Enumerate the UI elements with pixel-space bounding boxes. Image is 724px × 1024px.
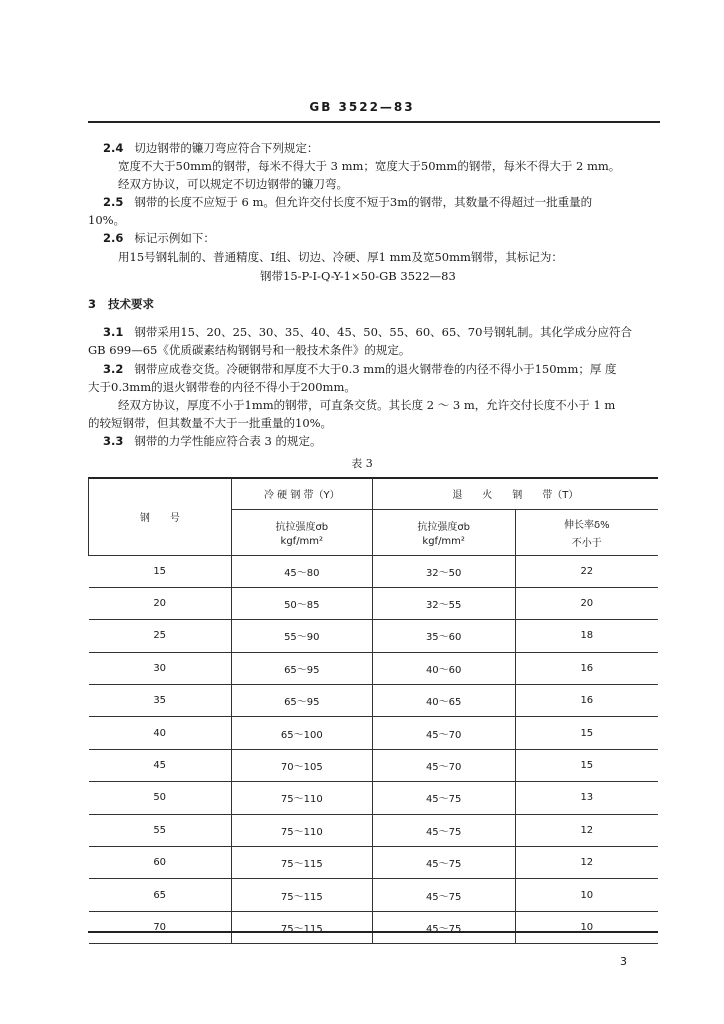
cell-elongation: 10: [515, 879, 658, 911]
clause-3-2-line1: [103, 361, 617, 377]
table-row: [89, 879, 659, 911]
subheader-annealed-tensile: [372, 509, 515, 555]
cell-grade: 35: [89, 685, 232, 717]
header-rule: [88, 121, 660, 123]
cell-grade: 65: [89, 879, 232, 911]
clause-3-3-line1: [103, 433, 321, 449]
cell-cold-tensile: 70～105: [231, 749, 372, 781]
table-row: [89, 749, 659, 781]
cell-annealed-tensile: 40～65: [372, 685, 515, 717]
table-row: [89, 782, 659, 814]
annealed-tensile-label: 抗拉强度σb: [417, 521, 471, 533]
clause-3-2-number: 3.2: [103, 362, 124, 376]
cell-cold-tensile: 65～95: [231, 685, 372, 717]
annealed-tensile-unit: kgf/mm²: [422, 535, 465, 547]
page-number: 3: [620, 955, 627, 968]
clause-2-6-text: 标记示例如下：: [134, 231, 215, 245]
table-row: [89, 847, 659, 879]
clause-3-2-text: 钢带应成卷交货。冷硬钢带和厚度不大于0.3 mm的退火钢带卷的内径不得小于150mm；厚 度: [134, 362, 617, 376]
table-row: [89, 717, 659, 749]
cell-elongation: 15: [515, 749, 658, 781]
cell-elongation: 20: [515, 587, 658, 619]
cell-elongation: 16: [515, 685, 658, 717]
cold-tensile-label: 抗拉强度σb: [275, 521, 329, 533]
clause-2-6-line2: 用15号钢轧制的、普通精度、Ⅰ组、切边、冷硬、厚1 mm及宽50mm钢带，其标记为：: [118, 250, 563, 264]
cell-cold-tensile: 65～100: [231, 717, 372, 749]
cell-annealed-tensile: 45～75: [372, 814, 515, 846]
table-row: [89, 911, 659, 943]
cell-elongation: 12: [515, 814, 658, 846]
cell-grade: 60: [89, 847, 232, 879]
cell-cold-tensile: 75～115: [231, 879, 372, 911]
cell-annealed-tensile: 45～75: [372, 847, 515, 879]
clause-2-4-line1: [103, 140, 318, 156]
cell-grade: 55: [89, 814, 232, 846]
cold-tensile-unit: kgf/mm²: [280, 535, 324, 547]
cell-elongation: 16: [515, 652, 658, 684]
table-row: [89, 555, 659, 587]
cell-grade: 15: [89, 555, 232, 587]
cell-elongation: 22: [515, 555, 658, 587]
cell-elongation: 18: [515, 620, 658, 652]
subheader-elongation: [515, 509, 658, 555]
clause-2-5-line1: [103, 194, 592, 210]
cell-cold-tensile: 75～115: [231, 911, 372, 943]
col-header-grade: 钢 号: [89, 478, 232, 555]
clause-2-4-line3: 经双方协议，可以规定不切边钢带的镰刀弯。: [118, 177, 348, 191]
cell-annealed-tensile: 45～75: [372, 879, 515, 911]
cell-grade: 30: [89, 652, 232, 684]
clause-3-3-text: 钢带的力学性能应符合表 3 的规定。: [134, 434, 322, 448]
cell-annealed-tensile: 32～55: [372, 587, 515, 619]
cell-grade: 25: [89, 620, 232, 652]
clause-3-1-text: 钢带采用15、20、25、30、35、40、45、50、55、60、65、70号钢轧制。其化学成分应符合: [134, 325, 632, 339]
table-bottom-rule: [88, 931, 658, 933]
table-3-caption: 表 3: [351, 457, 373, 470]
elongation-note: 不小于: [571, 537, 602, 549]
clause-2-5-line2: 10%。: [88, 213, 126, 227]
cell-annealed-tensile: 45～70: [372, 749, 515, 781]
clause-2-4-number: 2.4: [103, 141, 124, 155]
cell-cold-tensile: 75～110: [231, 814, 372, 846]
cell-annealed-tensile: 45～70: [372, 717, 515, 749]
section-3-title: 技术要求: [108, 297, 155, 311]
cell-elongation: 12: [515, 847, 658, 879]
page-header: GB 3522—83: [309, 100, 415, 114]
cell-annealed-tensile: 40～60: [372, 652, 515, 684]
clause-2-6-number: 2.6: [103, 231, 124, 245]
clause-3-3-number: 3.3: [103, 434, 124, 448]
cell-cold-tensile: 45～80: [231, 555, 372, 587]
marking-example: 钢带15-P-Ⅰ-Q-Y-1×50-GB 3522—83: [260, 269, 456, 283]
section-3-number: 3: [88, 297, 97, 311]
clause-3-2-line2: 大于0.3mm的退火钢带卷的内径不得小于200mm。: [88, 380, 356, 394]
cell-grade: 70: [89, 911, 232, 943]
cell-cold-tensile: 50～85: [231, 587, 372, 619]
cell-annealed-tensile: 45～75: [372, 911, 515, 943]
table-row: [89, 652, 659, 684]
cell-annealed-tensile: 32～50: [372, 555, 515, 587]
table-row: [89, 685, 659, 717]
table-row: [89, 587, 659, 619]
cell-elongation: 13: [515, 782, 658, 814]
clause-3-1-line2: GB 699—65《优质碳素结构钢钢号和一般技术条件》的规定。: [88, 343, 411, 357]
group-header-cold: 冷 硬 钢 带（Y）: [231, 478, 372, 509]
cell-grade: 40: [89, 717, 232, 749]
cell-elongation: 10: [515, 911, 658, 943]
table-3: [88, 478, 658, 944]
cell-cold-tensile: 55～90: [231, 620, 372, 652]
table-row: [89, 814, 659, 846]
table-row: [89, 620, 659, 652]
clause-2-5-number: 2.5: [103, 195, 124, 209]
clause-3-2-line3: 经双方协议，厚度不小于1mm的钢带，可直条交货。其长度 2 ～ 3 m，允许交付长度不小于 1 m: [118, 398, 616, 412]
cell-grade: 45: [89, 749, 232, 781]
cell-cold-tensile: 65～95: [231, 652, 372, 684]
elongation-label: 伸长率δ%: [563, 519, 610, 531]
group-header-annealed: 退 火 钢 带（T）: [372, 478, 658, 509]
subheader-cold-tensile: [231, 509, 372, 555]
clause-2-5-text: 钢带的长度不应短于 6 m。但允许交付长度不短于3m的钢带，其数量不得超过一批重量的: [134, 195, 593, 209]
cell-grade: 50: [89, 782, 232, 814]
clause-3-2-line4: 的较短钢带，但其数量不大于一批重量的10%。: [88, 416, 333, 430]
section-3-heading: [88, 296, 154, 312]
clause-2-4-line2: 宽度不大于50mm的钢带，每米不得大于 3 mm；宽度大于50mm的钢带，每米不得大于 2 mm。: [118, 159, 621, 173]
cell-elongation: 15: [515, 717, 658, 749]
clause-2-4-text: 切边钢带的镰刀弯应符合下列规定：: [134, 141, 319, 155]
cell-grade: 20: [89, 587, 232, 619]
cell-cold-tensile: 75～110: [231, 782, 372, 814]
cell-annealed-tensile: 45～75: [372, 782, 515, 814]
cell-annealed-tensile: 35～60: [372, 620, 515, 652]
clause-3-1-line1: [103, 324, 632, 340]
clause-3-1-number: 3.1: [103, 325, 124, 339]
clause-2-6-line1: [103, 230, 215, 246]
cell-cold-tensile: 75～115: [231, 847, 372, 879]
